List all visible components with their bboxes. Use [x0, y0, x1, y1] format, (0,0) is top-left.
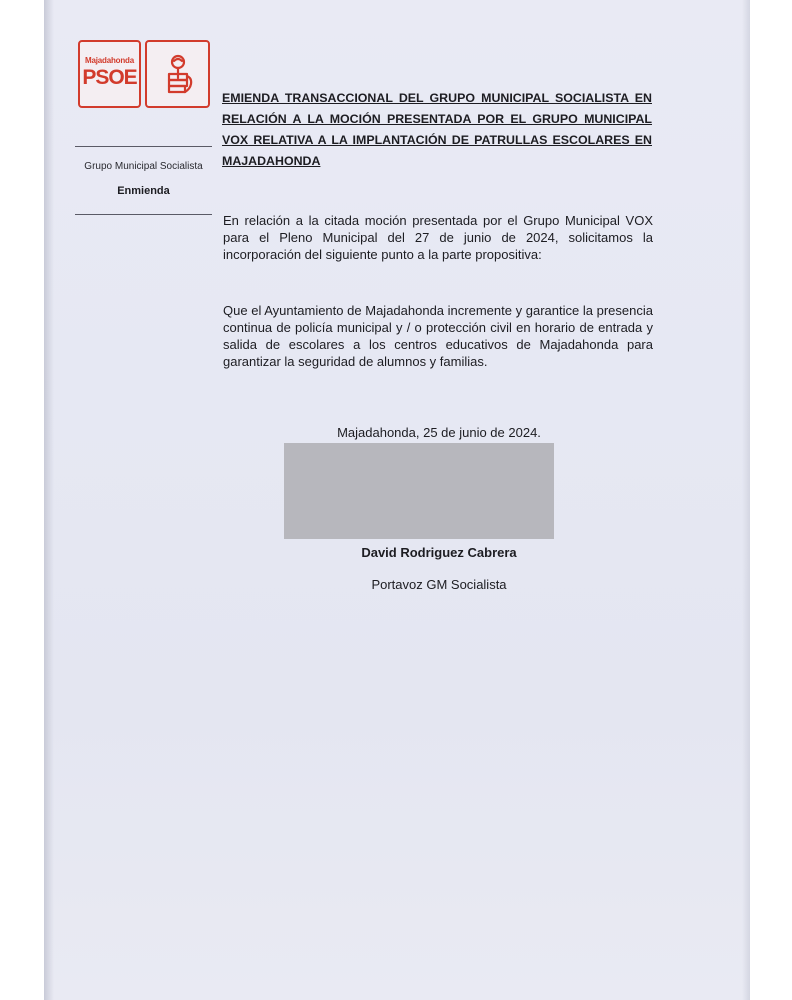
- rose-fist-logo: [145, 40, 210, 108]
- signer-name: David Rodriguez Cabrera: [361, 545, 517, 560]
- sidebar-divider-bottom: [75, 214, 212, 215]
- redacted-signature: [284, 443, 554, 539]
- intro-paragraph: En relación a la citada moción presentada por el Grupo Municipal VOX para el Pleno Municipal del 27 de junio de 2024, solicitamos la incorporación del siguiente punto a la parte propositiva:: [223, 213, 653, 262]
- sidebar-divider-top: [75, 146, 212, 147]
- document-page: [44, 0, 750, 1000]
- rose-fist-icon: [159, 52, 197, 98]
- signer-role: Portavoz GM Socialista: [371, 577, 507, 592]
- sidebar-group-name: Grupo Municipal Socialista: [84, 161, 203, 172]
- logo-party-text: PSOE: [82, 66, 137, 89]
- psoe-logo: [78, 40, 141, 108]
- sidebar-doc-type: Enmienda: [117, 185, 170, 197]
- proposal-paragraph: Que el Ayuntamiento de Majadahonda incremente y garantice la presencia continua de policía municipal y / o protección civil en horario de entrada y salida de escolares a los centros educativos de Majadahonda para garantizar la seguridad de alumnos y familias.: [223, 303, 653, 369]
- logo-town-text: Majadahonda: [85, 56, 134, 65]
- place-date: Majadahonda, 25 de junio de 2024.: [337, 425, 541, 440]
- document-title: EMIENDA TRANSACCIONAL DEL GRUPO MUNICIPAL SOCIALISTA EN RELACIÓN A LA MOCIÓN PRESENTADA POR EL GRUPO MUNICIPAL VOX RELATIVA A LA IMPLANTACIÓN DE PATRULLAS ESCOLARES EN MAJADAHONDA: [222, 91, 652, 168]
